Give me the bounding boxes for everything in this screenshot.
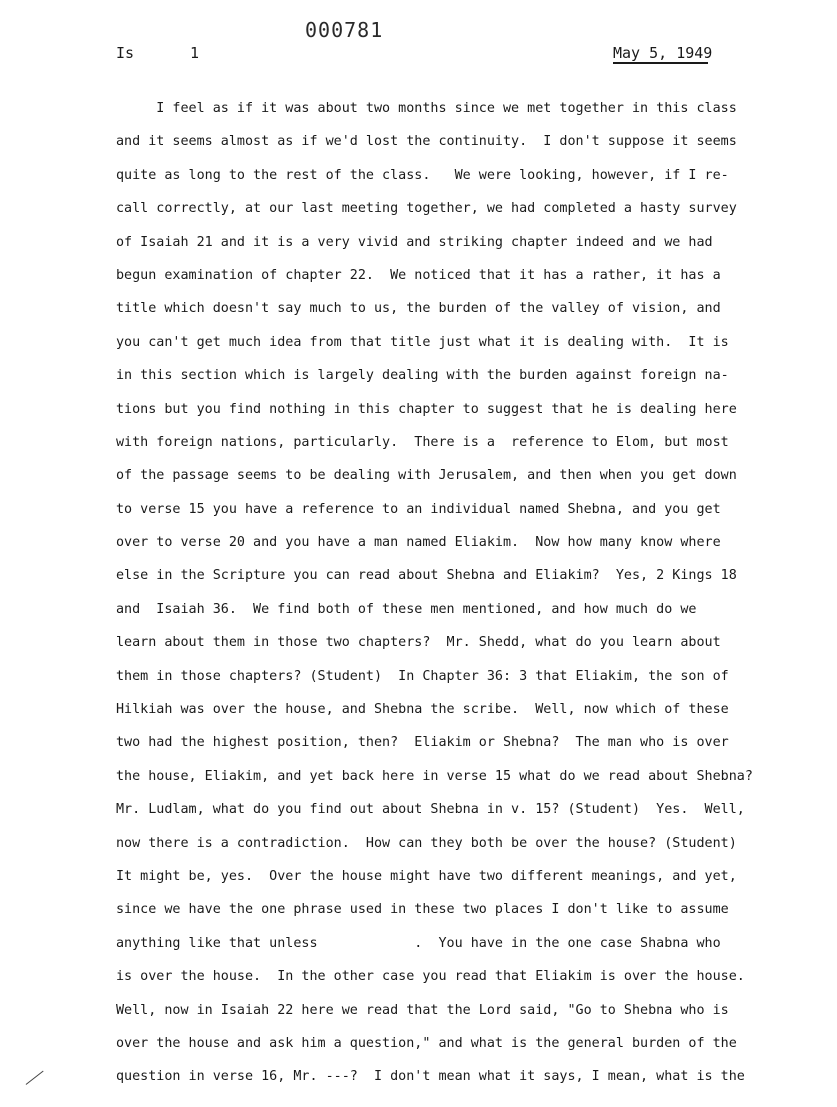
text-line: of Isaiah 21 and it is a very vivid and striking chapter indeed and we had (116, 234, 713, 250)
text-line: Hilkiah was over the house, and Shebna the scribe. Well, now which of these (116, 702, 729, 718)
text-line: with foreign nations, particularly. There is a reference to Elom, but most (116, 434, 729, 450)
header-abbreviation: Is (116, 44, 135, 62)
text-line: Well, now in Isaiah 22 here we read that the Lord said, "Go to Shebna who is (116, 1002, 729, 1018)
text-line: I feel as if it was about two months since we met together in this class (116, 101, 737, 116)
text-line: two had the highest position, then? Eliakim or Shebna? The man who is over (116, 735, 729, 751)
archive-stamp-number: 000781 (305, 18, 384, 42)
text-line: It might be, yes. Over the house might have two different meanings, and yet, (116, 868, 737, 884)
text-line: now there is a contradiction. How can they both be over the house? (Student) (116, 835, 737, 851)
text-line: anything like that unless . You have in the one case Shabna who (116, 935, 721, 951)
page-number: 1 (190, 44, 200, 62)
text-line: is over the house. In the other case you read that Eliakim is over the house. (116, 969, 745, 985)
text-line: begun examination of chapter 22. We noticed that it has a rather, it has a (116, 267, 721, 283)
text-line: Mr. Ludlam, what do you find out about Shebna in v. 15? (Student) Yes. Well, (116, 802, 745, 818)
text-line: to verse 15 you have a reference to an individual named Shebna, and you get (116, 501, 721, 517)
text-line: call correctly, at our last meeting together, we had completed a hasty survey (116, 201, 737, 217)
date-underline (613, 62, 708, 64)
text-line: in this section which is largely dealing with the burden against foreign na- (116, 368, 729, 384)
text-line: you can't get much idea from that title just what it is dealing with. It is (116, 334, 729, 350)
text-line: the house, Eliakim, and yet back here in verse 15 what do we read about Shebna? (116, 768, 753, 784)
text-line: question in verse 16, Mr. ---? I don't mean what it says, I mean, what is the (116, 1069, 745, 1085)
text-line: since we have the one phrase used in these two places I don't like to assume (116, 902, 729, 918)
text-line: quite as long to the rest of the class. We were looking, however, if I re- (116, 167, 729, 183)
text-line: of the passage seems to be dealing with Jerusalem, and then when you get down (116, 468, 737, 484)
text-line: tions but you find nothing in this chapter to suggest that he is dealing here (116, 401, 737, 417)
text-line: and it seems almost as if we'd lost the continuity. I don't suppose it seems (116, 134, 737, 150)
header-date: May 5, 1949 (613, 44, 713, 62)
text-line: learn about them in those two chapters? Mr. Shedd, what do you learn about (116, 635, 721, 651)
text-line: over the house and ask him a question," and what is the general burden of the (116, 1035, 737, 1051)
text-line: and Isaiah 36. We find both of these men mentioned, and how much do we (116, 601, 697, 617)
text-line: over to verse 20 and you have a man named Eliakim. Now how many know where (116, 535, 721, 551)
corner-pen-mark (26, 1071, 44, 1085)
text-line: title which doesn't say much to us, the burden of the valley of vision, and (116, 301, 721, 317)
transcript-body (116, 92, 796, 1094)
text-line: them in those chapters? (Student) In Chapter 36: 3 that Eliakim, the son of (116, 668, 729, 684)
text-line: else in the Scripture you can read about Shebna and Eliakim? Yes, 2 Kings 18 (116, 568, 737, 584)
